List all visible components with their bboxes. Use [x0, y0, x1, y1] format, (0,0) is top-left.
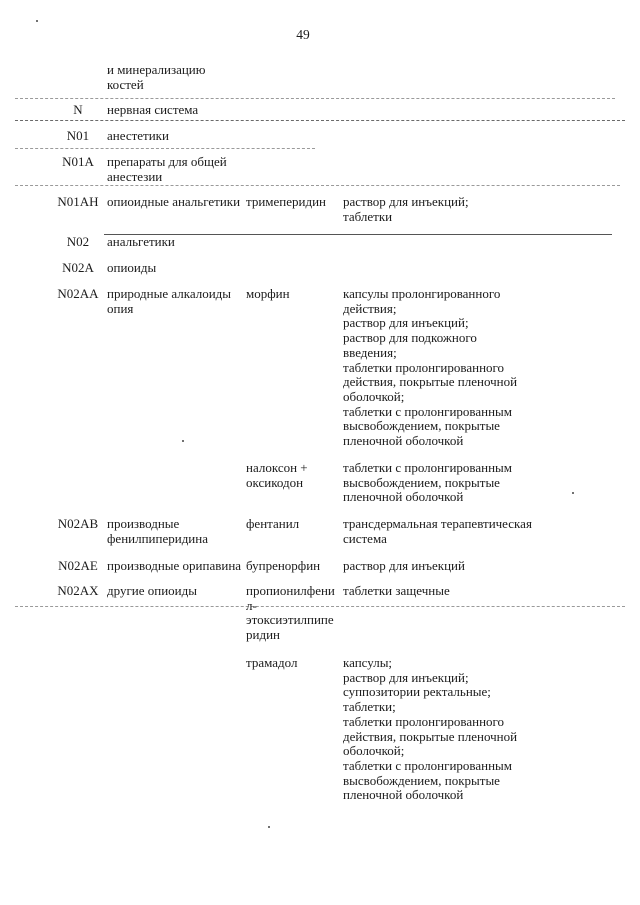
drug-name: бупренорфин	[246, 558, 321, 573]
drug-name: тримеперидин	[246, 194, 327, 209]
drug-name: фентанил	[246, 516, 300, 531]
atc-code: N01A	[62, 154, 94, 169]
table-row	[0, 128, 640, 143]
dosage-forms: капсулы пролонгированного действия; раствор для инъекций; раствор для подкожного введения; таблетки пролонгированного действия, покрытые пленочной оболочкой; таблетки с пролонгированным высвобождением, покрытые пленочной оболочкой	[343, 286, 518, 449]
group-name: производные орипавина	[107, 558, 242, 573]
group-name: анестетики	[107, 128, 169, 143]
group-name: природные алкалоиды опия	[107, 286, 232, 316]
scan-speck	[182, 440, 184, 442]
atc-code: N02AE	[58, 558, 98, 573]
table-row	[0, 516, 640, 546]
table-row	[0, 460, 640, 505]
drug-name: морфин	[246, 286, 290, 301]
table-rule	[15, 98, 615, 99]
atc-code: N02AB	[57, 516, 99, 531]
scan-speck	[268, 826, 270, 828]
page-number: 49	[296, 27, 310, 42]
table-rule	[15, 148, 315, 149]
dosage-forms: таблетки с пролонгированным высвобождением, покрытые пленочной оболочкой	[343, 460, 513, 505]
atc-code: N01AH	[57, 194, 99, 209]
dosage-forms: раствор для инъекций; таблетки	[343, 194, 469, 224]
atc-code: N02	[66, 234, 90, 249]
atc-code: N02AA	[57, 286, 99, 301]
scan-speck	[36, 20, 38, 22]
drug-name: налоксон + оксикодон	[246, 460, 308, 490]
table-row	[0, 260, 640, 275]
atc-code: N02AX	[57, 583, 99, 598]
drug-name: пропионилфени л- этоксиэтилпипе ридин	[246, 583, 335, 643]
atc-code: N02A	[62, 260, 94, 275]
atc-code: N01	[66, 128, 90, 143]
group-name: опиоидные анальгетики	[107, 194, 241, 209]
group-name: нервная система	[107, 102, 199, 117]
table-row	[0, 583, 640, 643]
dosage-forms: трансдермальная терапевтическая система	[343, 516, 532, 546]
group-name: препараты для общей анестезии	[107, 154, 227, 184]
dosage-forms: капсулы; раствор для инъекций; суппозитории ректальные; таблетки; таблетки пролонгированного действия, покрытые пленочной оболочкой; таблетки с пролонгированным высвобождением, покрытые пленочной оболочкой	[343, 655, 518, 803]
table-row	[0, 102, 640, 117]
table-row	[0, 194, 640, 224]
group-name: производные фенилпиперидина	[107, 516, 208, 546]
atc-code: N	[73, 102, 83, 117]
scan-speck	[572, 492, 574, 494]
dosage-forms: раствор для инъекций	[343, 558, 465, 573]
drug-name: трамадол	[246, 655, 298, 670]
table-rule	[15, 185, 620, 186]
group-name: опиоиды	[107, 260, 157, 275]
group-name: анальгетики	[107, 234, 175, 249]
table-row	[0, 286, 640, 449]
table-rule	[15, 120, 625, 121]
dosage-forms: таблетки защечные	[343, 583, 450, 598]
group-name: и минерализацию костей	[107, 62, 206, 92]
table-row	[0, 234, 640, 249]
group-name: другие опиоиды	[107, 583, 197, 598]
table-row	[0, 62, 640, 92]
table-row	[0, 154, 640, 184]
table-row	[0, 558, 640, 573]
table-row	[0, 655, 640, 803]
